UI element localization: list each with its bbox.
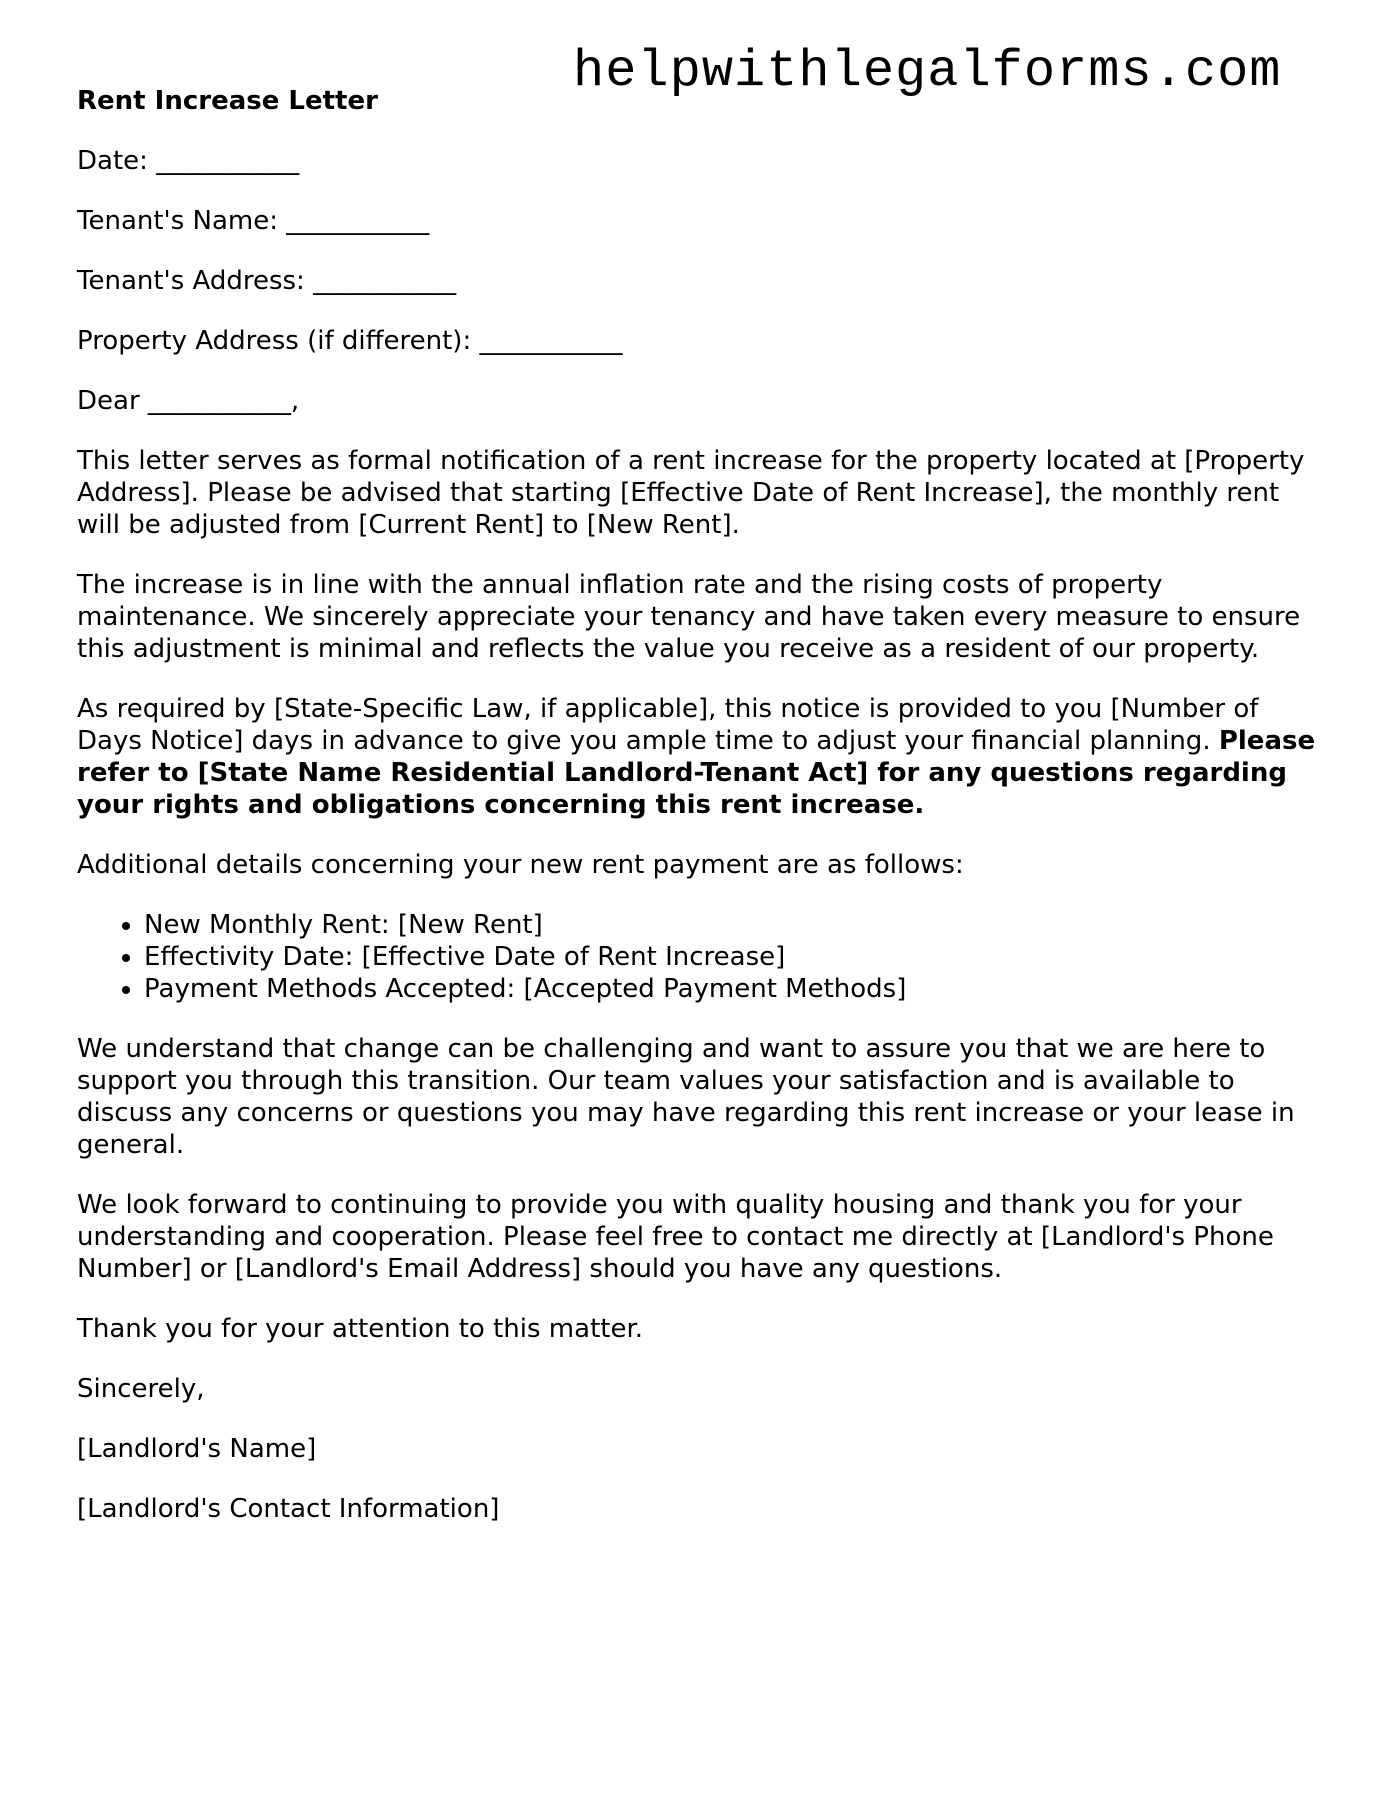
list-item: • Effectivity Date: [Effective Date of Rent Increase] [144,941,1327,973]
legal-notice-emphasis: Please refer to [State Name Residential Landlord-Tenant Act] for any questions regarding your rights and obligations concerning this rent increase. [77,726,1316,820]
property-address-field: Property Address (if different): ___________ [77,326,623,356]
landlord-name: [Landlord's Name] [77,1434,317,1464]
tenant-address-field: Tenant's Address: ___________ [77,266,457,296]
letter-title: Rent Increase Letter [77,86,378,116]
salutation: Dear ___________, [77,386,300,416]
landlord-contact: [Landlord's Contact Information] [77,1494,500,1524]
paragraph-details-intro: Additional details concerning your new rent payment are as follows: [77,850,964,880]
paragraph-thanks: Thank you for your attention to this matter. [77,1314,644,1344]
legal-notice-text: As required by [State-Specific Law, if applicable], this notice is provided to you [Number of Days Notice] days in advance to give you ample time to adjust your financial planning. [77,694,1259,756]
paragraph-notification: This letter serves as formal notification of a rent increase for the property located at [Property Address]. Please be advised that starting [Effective Date of Rent Increase], the monthly rent will be adjusted from [Current Rent] to [New Rent]. [77,446,1305,540]
paragraph-support: We understand that change can be challenging and want to assure you that we are here to support you through this transition. Our team values your satisfaction and is available to discuss any concerns or questions you may have regarding this rent increase or your lease in general. [77,1034,1295,1160]
tenant-name-field: Tenant's Name: ___________ [77,206,430,236]
paragraph-legal-notice [77,693,1327,821]
paragraph-contact: We look forward to continuing to provide you with quality housing and thank you for your understanding and cooperation. Please feel free to contact me directly at [Landlord's Phone Number] or [Landlord's Email Address] should you have any questions. [77,1190,1274,1284]
list-item: • New Monthly Rent: [New Rent] [144,909,1327,941]
site-watermark: helpwithlegalforms.com [573,42,1282,101]
details-list [77,909,1327,1005]
sign-off: Sincerely, [77,1374,205,1404]
list-item: • Payment Methods Accepted: [Accepted Payment Methods] [144,973,1327,1005]
date-field: Date: ___________ [77,146,300,176]
paragraph-reason: The increase is in line with the annual inflation rate and the rising costs of property maintenance. We sincerely appreciate your tenancy and have taken every measure to ensure this adjustment is minimal and reflects the value you receive as a resident of our property. [77,570,1301,664]
letter-body [77,85,1327,1553]
